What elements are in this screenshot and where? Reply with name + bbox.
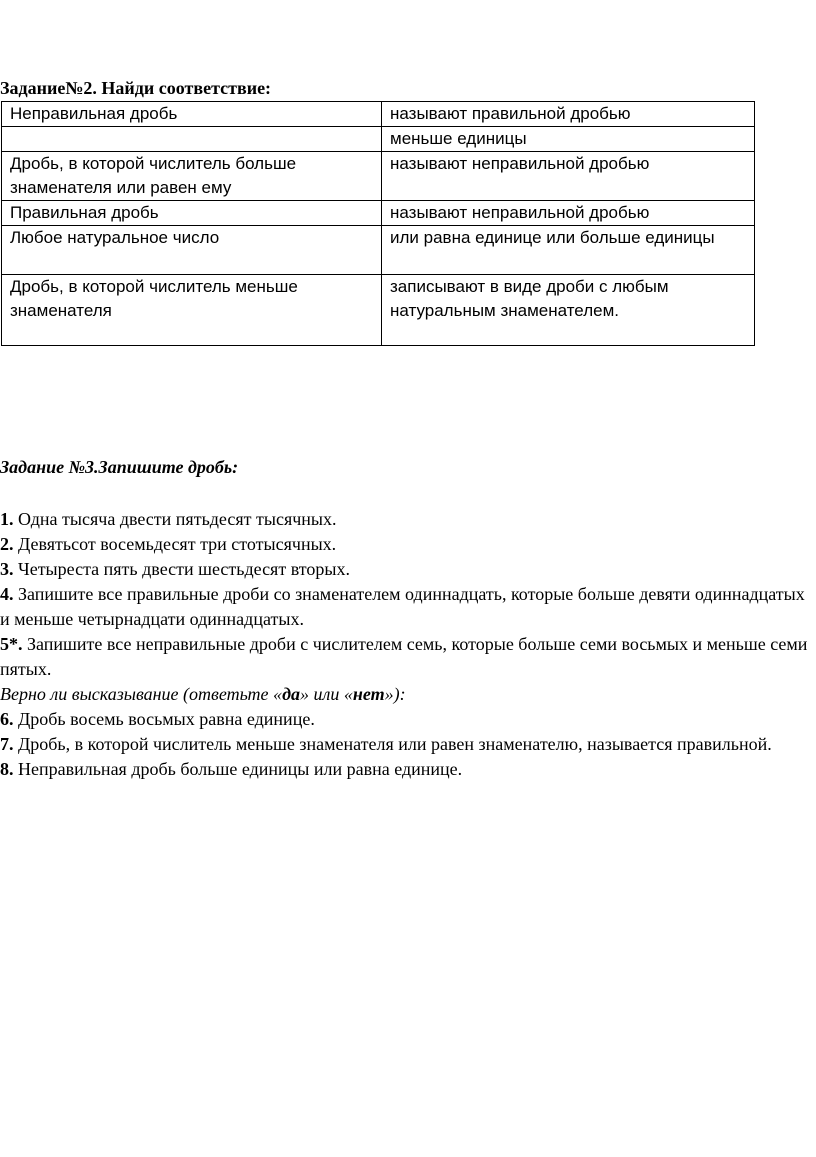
table-row [2,201,755,226]
right-cell: записывают в виде дроби с любым натуральным знаменателем. [382,275,755,346]
item-number: 7. [0,734,14,754]
task-item [0,507,812,532]
true-false-question [0,682,812,707]
item-number: 5*. [0,634,23,654]
item-number: 1. [0,509,14,529]
task-item [0,532,812,557]
answer-yes: да [282,684,300,704]
item-number: 6. [0,709,14,729]
item-text: Дробь, в которой числитель меньше знаменателя или равен знаменателю, называется правильной. [13,734,772,754]
statement-item [0,707,812,732]
left-cell: Дробь, в которой числитель больше знаменателя или равен ему [2,152,382,201]
right-cell: или равна единице или больше единицы [382,226,755,275]
item-text: Четыреста пять двести шестьдесят вторых. [13,559,350,579]
item-text: Неправильная дробь больше единицы или равна единице. [13,759,463,779]
item-text: Запишите все неправильные дроби с числителем семь, которые больше семи восьмых и меньше семи пятых. [0,634,808,679]
left-cell: Дробь, в которой числитель меньше знаменателя [2,275,382,346]
item-text: Одна тысяча двести пятьдесят тысячных. [13,509,337,529]
left-cell: Неправильная дробь [2,102,382,127]
item-text: Девятьсот восемьдесят три стотысячных. [13,534,337,554]
left-cell: Правильная дробь [2,201,382,226]
task2-title: Задание№2. Найди соответствие: [0,78,272,98]
item-number: 3. [0,559,14,579]
table-row [2,127,755,152]
table-row [2,275,755,346]
task-item [0,582,812,632]
statement-item [0,732,812,757]
question-text: Верно ли высказывание (ответьте « [0,684,283,704]
question-text: » или « [300,684,353,704]
right-cell: называют правильной дробью [382,102,755,127]
right-cell: называют неправильной дробью [382,152,755,201]
left-cell: Любое натуральное число [2,226,382,275]
table-row [2,152,755,201]
item-number: 8. [0,759,14,779]
task-item [0,632,812,682]
table-row [2,226,755,275]
right-cell: называют неправильной дробью [382,201,755,226]
task3-title: Задание №3.Запишите дробь: [0,457,239,477]
task3-body [0,507,812,782]
left-cell [2,127,382,152]
item-text: Запишите все правильные дроби со знаменателем одиннадцать, которые больше девяти одиннадцатых и меньше четырнадцати одиннадцатых. [0,584,805,629]
table-row [2,102,755,127]
task-item [0,557,812,582]
answer-no: нет [352,684,385,704]
item-number: 2. [0,534,14,554]
right-cell: меньше единицы [382,127,755,152]
statement-item [0,757,812,782]
item-text: Дробь восемь восьмых равна единице. [13,709,315,729]
question-text: »): [384,684,406,704]
matching-table [1,101,755,346]
item-number: 4. [0,584,14,604]
